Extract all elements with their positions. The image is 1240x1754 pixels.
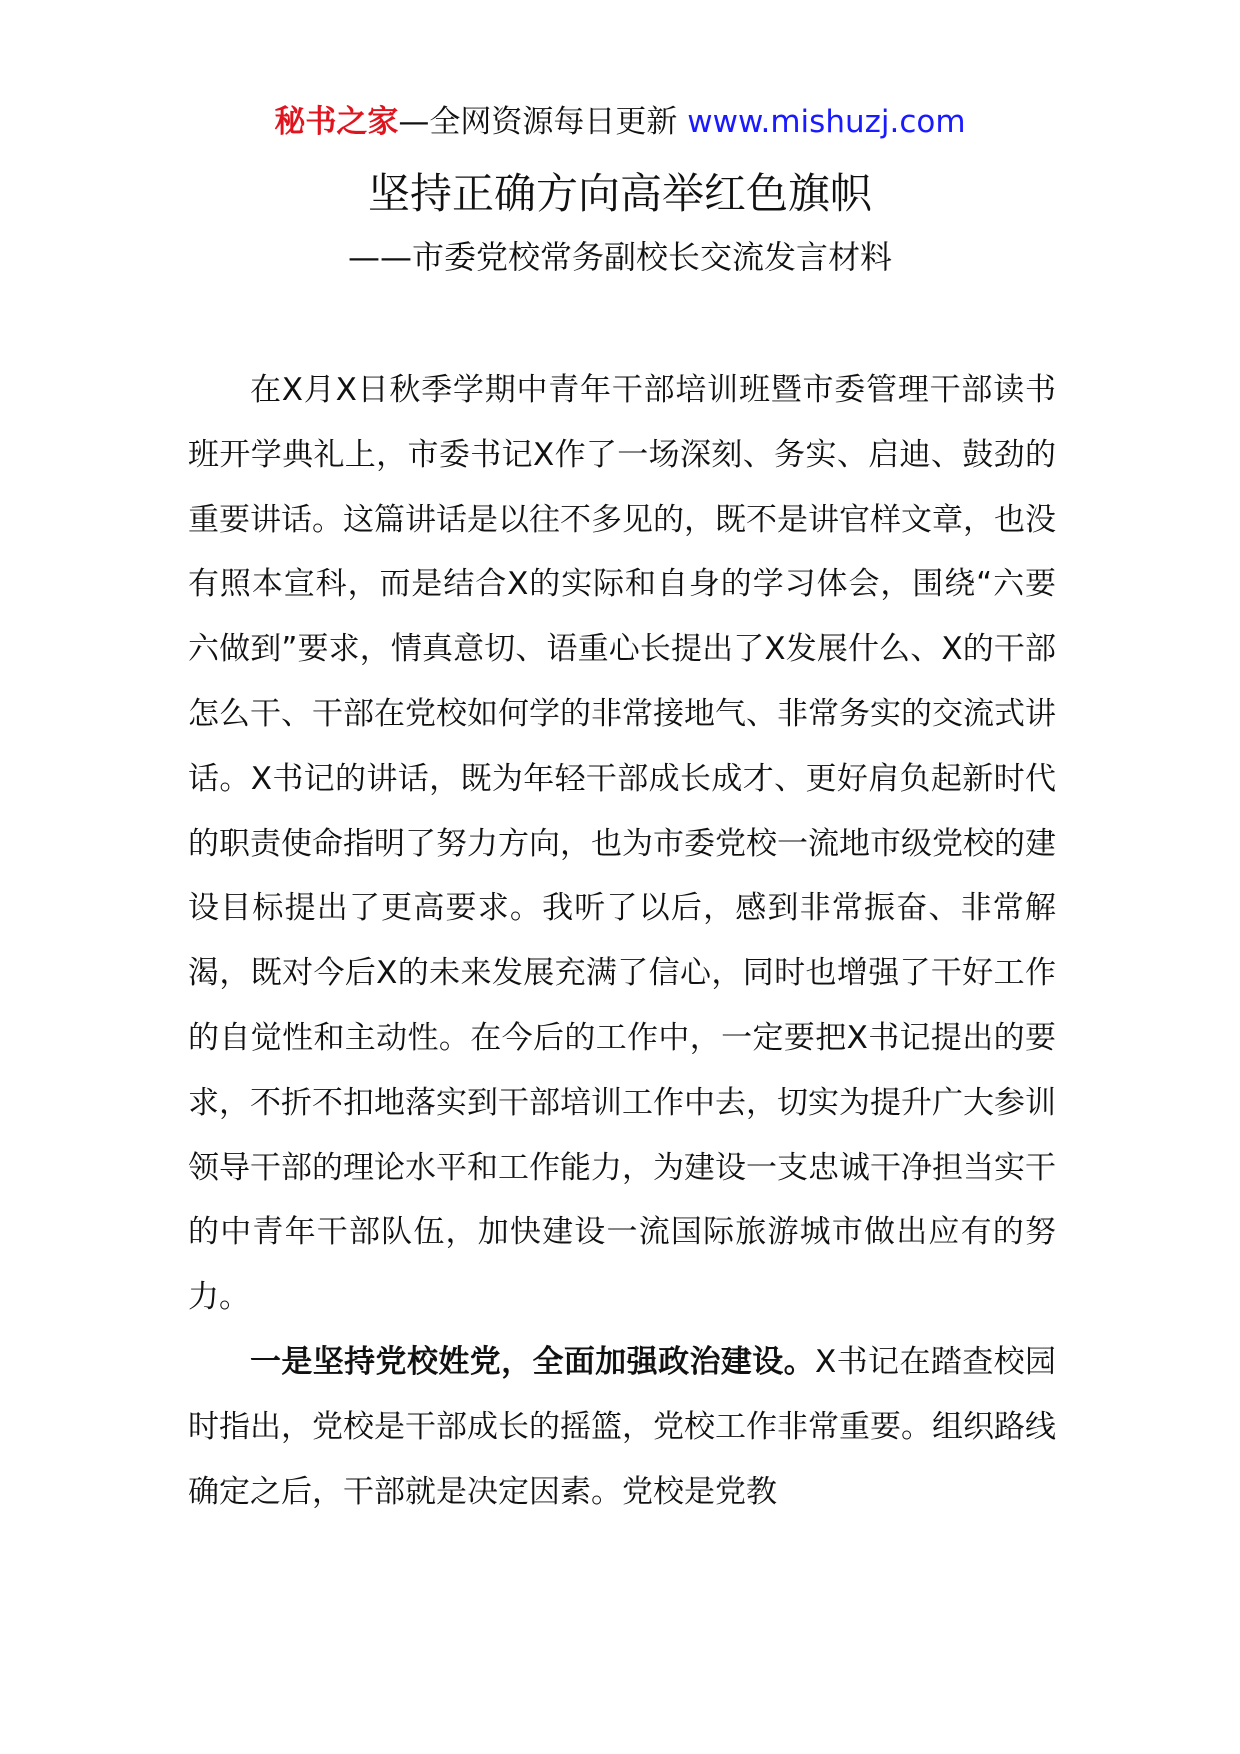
paragraph-2-lead: 一是坚持党校姓党，全面加强政治建设。 (250, 1343, 816, 1380)
paragraph-2 (188, 1330, 1056, 1524)
document-subtitle: ——市委党校常务副校长交流发言材料 (347, 238, 892, 276)
site-url-link[interactable]: www.mishuzj.com (687, 104, 966, 140)
site-tagline: —全网资源每日更新 (398, 104, 678, 140)
site-header (0, 100, 1240, 144)
document-body (188, 358, 1056, 1524)
paragraph-2-text: X书记在踏查校园时指出，党校是干部成长的摇篮，党校工作非常重要。组织路线确定之后，干部就是决定因素。党校是党教 (188, 1343, 1056, 1510)
document-title: 坚持正确方向高举红色旗帜 (367, 169, 872, 218)
site-brand: 秘书之家 (274, 104, 399, 140)
paragraph-1-text: 在X月X日秋季学期中青年干部培训班暨市委管理干部读书班开学典礼上，市委书记X作了一场深刻、务实、启迪、鼓劲的重要讲话。这篇讲话是以往不多见的，既不是讲官样文章，也没有照本宣科，而是结合X的实际和自身的学习体会，围绕“六要六做到”要求，情真意切、语重心长提出了X发展什么、X的干部怎么干、干部在党校如何学的非常接地气、非常务实的交流式讲话。X书记的讲话，既为年轻干部成长成才、更好肩负起新时代的职责使命指明了努力方向，也为市委党校一流地市级党校的建设目标提出了更高要求。我听了以后，感到非常振奋、非常解渴，既对今后X的未来发展充满了信心，同时也增强了干好工作的自觉性和主动性。在今后的工作中，一定要把X书记提出的要求，不折不扣地落实到干部培训工作中去，切实为提升广大参训领导干部的理论水平和工作能力，为建设一支忠诚干净担当实干的中青年干部队伍，加快建设一流国际旅游城市做出应有的努力。 (188, 372, 1056, 1316)
paragraph-1 (188, 358, 1056, 1330)
